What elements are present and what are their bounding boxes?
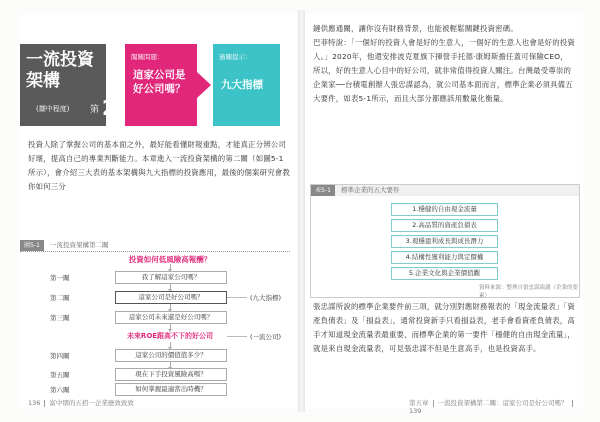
right-footer [409, 398, 583, 415]
down-arrow-icon [170, 264, 171, 270]
hint-box [213, 44, 280, 126]
flow-step-box: 我了解這家公司嗎？ [115, 271, 227, 284]
question-text: 這家公司是好公司嗎？ [133, 69, 186, 95]
left-page [20, 14, 298, 409]
figure-title: 一流投資架構第二關 [50, 241, 109, 249]
figure-tag: 圖5-1 [20, 240, 44, 251]
flow-top-question: 投資如何低風險高報酬？ [128, 255, 212, 264]
table-source: 資料來源：整理自張忠謀演講（企業的要素） [479, 285, 579, 299]
step-label: 第三關 [50, 314, 70, 322]
step-label: 第四關 [50, 352, 70, 360]
flow-step-box: 如何掌握最適當出時機？ [115, 383, 227, 396]
step-label: 第二關 [50, 294, 70, 302]
figure-caption-bar [20, 239, 290, 252]
requirement-row: 4.結構性獲利能力與定價權 [391, 251, 498, 264]
chapter-number: 2 [102, 96, 116, 120]
requirement-row: 5.企業文化與企業價值觀 [391, 267, 498, 280]
flow-step-box: 這家公司是好公司嗎？ [115, 291, 227, 304]
requirement-row: 3.現穩盈利成長與成長潛力 [391, 235, 498, 248]
step-label: 第五關 [50, 371, 70, 379]
chapter-label: 第五章 [409, 399, 429, 407]
requirement-row: 1.穩健的自由現金流量 [391, 203, 498, 216]
page-number: 136 [28, 399, 41, 407]
step-label: 第六關 [50, 386, 70, 394]
arrow-right-icon [197, 72, 211, 98]
page-number: 139 [409, 407, 422, 415]
down-arrow-icon [170, 284, 171, 290]
down-arrow-icon [170, 324, 171, 330]
chapter-title-box [20, 44, 116, 126]
right-page [305, 14, 583, 415]
step-side-note: (一流公司) [250, 333, 282, 341]
intro-paragraph: 投資人除了掌握公司的基本面之外，最好能看懂財報重點，才能真正分辨公司好壞，提高自己的專業判斷能力。本章進入一流投資架構的第二關（如圖5-1所示），會介紹三大表的基本架構與九大指標的投資應用，最後的個案研究會教你如何三分 [28, 140, 290, 191]
table-tag: 表5-1 [311, 185, 335, 196]
book-gutter [298, 10, 305, 412]
flow-step-box: 這家公司的價值值多少？ [115, 349, 227, 362]
flow-step-box: 這家公司未來還是好公司嗎？ [115, 311, 227, 324]
connector-line [227, 297, 247, 298]
table-caption-bar [311, 185, 579, 196]
chapter-running-title: 一流投資架構第二關：這家公司是好公司嗎？ [437, 399, 568, 407]
flow-mid-outcome: 未來ROE跟高不下的好公司 [126, 332, 214, 340]
connector-line [227, 336, 247, 337]
step-label: 第一關 [50, 274, 70, 282]
requirement-row: 2.高品質的資產負債表 [391, 219, 498, 232]
down-arrow-icon [170, 342, 171, 348]
table-title: 標準企業的五大要件 [341, 186, 400, 194]
flow-step-box: 現在下手投資風險高嗎？ [115, 368, 227, 381]
hint-tag: 過關提示： [219, 53, 252, 61]
hint-text: 九大指標 [221, 79, 263, 91]
step-side-note: (九大指標) [250, 294, 282, 302]
question-box [125, 44, 197, 126]
left-footer [28, 398, 134, 407]
right-paragraph-bottom: 張忠謀所說的標準企業要件前三項，就分別對應財務報表的「現金流量表」「資產負債表」及「損益表」，通常投資新手只看損益表，老手會看資產負債表，高手才知道現金流量表最重要，而標準企業的第一要件「穩健的自由現金流量」，就是來自現金流量表，可見張忠謀不但是生意高手，也是投資高手。 [313, 302, 575, 353]
chapter-prefix: 第 [90, 105, 100, 115]
right-paragraph-top: 鏈供應通關，讓你沒有財務背景，也能被輕鬆關鍵投資密碼。 巴菲特說：「一個好的投資人會是好的生意人，一個好的生意人也會是好的投資人。」2020年，他還安排波克夏旗下揮營手托德‧康姆斯擔任蓋可保險CEO，所以，好的生意人心目中的好公司，就非常值得投資人關注。台灣最受尊崇的企業家──台積電創辦人張忠謀認為，就公司基本面而言，標準企業必須具備五大要件，如表5-1所示，而且大部分都應該用數量化衡量。 [313, 24, 575, 103]
down-arrow-icon [170, 304, 171, 310]
book-title: 富中朋的五招一企業應致致致 [49, 399, 134, 407]
requirements-table [310, 184, 580, 298]
chapter-title: 一流投資架構 [26, 50, 94, 91]
chapter-subtitle: (擷中程度) [36, 105, 70, 113]
question-tag: 闖關問題： [131, 53, 164, 61]
